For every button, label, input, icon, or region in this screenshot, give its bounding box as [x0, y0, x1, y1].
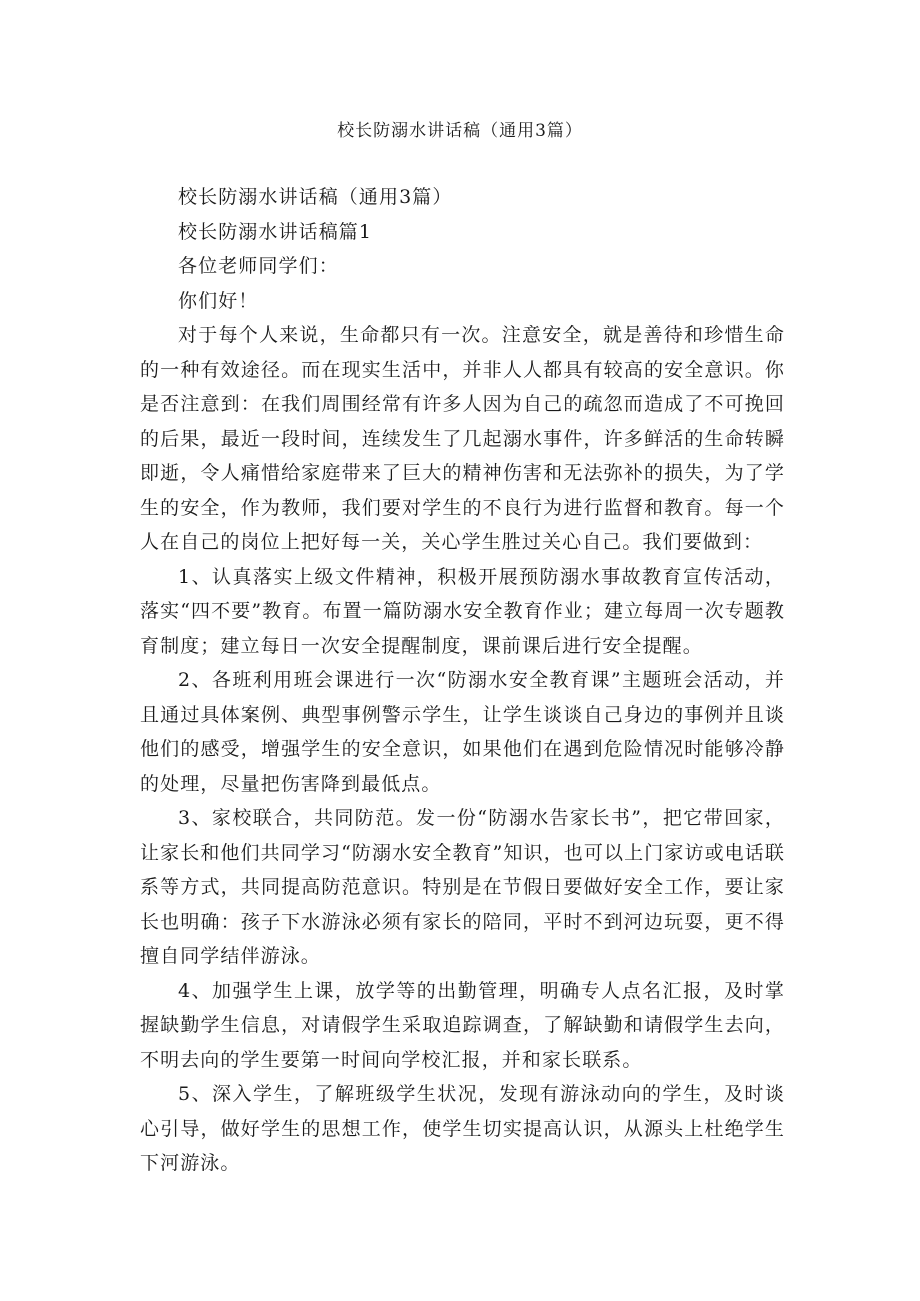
section-heading: 校长防溺水讲话稿篇1: [178, 220, 373, 243]
measure-5-paragraph: 5、深入学生，了解班级学生状况，发现有游泳动向的学生，及时谈心引导，做好学生的思想工作，使学生切实提高认识，从源头上杜绝学生下河游泳。: [140, 1083, 785, 1174]
subtitle-paragraph: 校长防溺水讲话稿（通用3篇）: [178, 186, 453, 208]
intro-paragraph: 对于每个人来说，生命都只有一次。注意安全，就是善待和珍惜生命的一种有效途径。而在现实生活中，并非人人都具有较高的安全意识。你是否注意到：在我们周围经常有许多人因为自己的疏忽而造成了不可挽回的后果，最近一段时间，连续发生了几起溺水事件，许多鲜活的生命转瞬即逝，令人痛惜给家庭带来了巨大的精神伤害和无法弥补的损失，为了学生的安全，作为教师，我们要对学生的不良行为进行监督和教育。每一个人在自己的岗位上把好每一关，关心学生胜过关心自己。我们要做到：: [140, 324, 785, 553]
measure-4-paragraph: 4、加强学生上课，放学等的出勤管理，明确专人点名汇报，及时掌握缺勤学生信息，对请假学生采取追踪调查，了解缺勤和请假学生去向，不明去向的学生要第一时间向学校汇报，并和家长联系。: [140, 979, 785, 1071]
document-title: 校长防溺水讲话稿（通用3篇）: [337, 121, 583, 141]
document-body: [140, 180, 785, 1181]
measure-1-paragraph: 1、认真落实上级文件精神，积极开展预防溺水事故教育宣传活动，落实“四不要”教育。布置一篇防溺水安全教育作业；建立每周一次专题教育制度；建立每日一次安全提醒制度，课前课后进行安全提醒。: [140, 565, 785, 657]
greeting: 你们好！: [178, 289, 259, 312]
salutation: 各位老师同学们：: [178, 255, 339, 277]
measure-2-paragraph: 2、各班利用班会课进行一次“防溺水安全教育课”主题班会活动，并且通过具体案例、典型事例警示学生，让学生谈谈自己身边的事例并且谈他们的感受，增强学生的安全意识，如果他们在遇到危险情况时能够冷静的处理，尽量把伤害降到最低点。: [140, 669, 785, 795]
measure-3-paragraph: 3、家校联合，共同防范。发一份“防溺水告家长书”，把它带回家，让家长和他们共同学习“防溺水安全教育”知识，也可以上门家访或电话联系等方式，共同提高防范意识。特别是在节假日要做好安全工作，要让家长也明确：孩子下水游泳必须有家长的陪同，平时不到河边玩耍，更不得擅自同学结伴游泳。: [140, 807, 785, 967]
